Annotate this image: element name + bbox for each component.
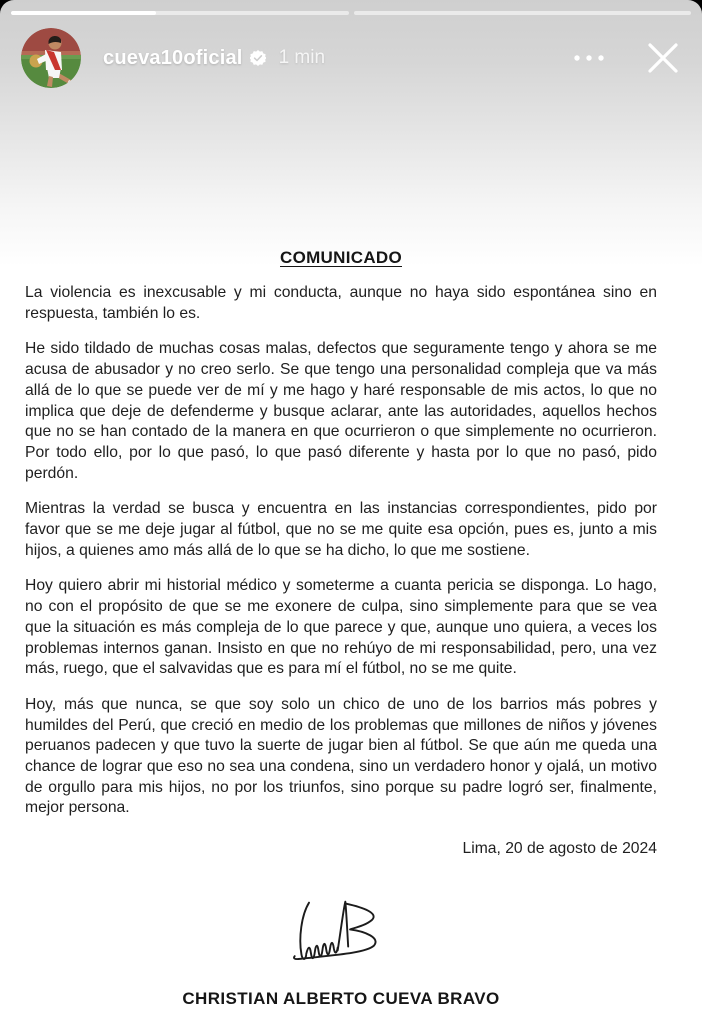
paragraph-5: Hoy, más que nunca, se que soy solo un chico de uno de los barrios más pobres y humildes del Perú, que creció en medio de los problemas que millones de niños y jóvenes peruanos padecen y que tuvo la suerte de jugar bien al fútbol. Se que aún me queda una chance de lograr que eso no sea una condena, sino un verdadero honor y ojalá, un motivo de orgullo para mis hijos, no por los triunfos, sino porque su padre logró ser, finalmente, mejor persona. <box>25 695 657 817</box>
progress-segment-next <box>354 11 692 15</box>
signed-name: CHRISTIAN ALBERTO CUEVA BRAVO <box>182 989 500 1009</box>
story-header <box>21 27 682 89</box>
signature <box>25 896 657 985</box>
progress-fill <box>11 11 156 15</box>
letter-document <box>25 248 657 1009</box>
progress-segment-current <box>11 11 349 15</box>
avatar[interactable] <box>21 28 81 88</box>
story-progress-bar <box>11 11 691 15</box>
paragraph-1: La violencia es inexcusable y mi conducta, aunque no haya sido espontánea sino en respuesta, también lo es. <box>25 284 657 322</box>
close-icon[interactable] <box>644 39 682 77</box>
avatar-image <box>21 28 81 88</box>
date-line: Lima, 20 de agosto de 2024 <box>462 840 657 858</box>
signature-icon <box>279 896 404 980</box>
verified-badge-icon <box>250 50 266 66</box>
more-options-icon[interactable] <box>572 52 606 64</box>
document-title: COMUNICADO <box>280 248 402 267</box>
story-timestamp: 1 min <box>278 47 326 68</box>
paragraph-2: He sido tildado de muchas cosas malas, defectos que seguramente tengo y ahora se me acusa de abusador y no creo serlo. Se que tengo una personalidad compleja que va más allá de lo que se puede ver de mí y me hago y haré responsable de mis actos, lo que no implica que deje de defenderme y busque aclarar, ante las autoridades, aquellos hechos que no se han contado de la manera en que ocurrieron o que simplemente no ocurrieron. Por todo ello, por lo que pasó, lo que pasó diferente y hasta por lo que no pasó, pido perdón. <box>25 340 657 482</box>
username[interactable]: cueva10oficial <box>103 46 243 69</box>
paragraph-3: Mientras la verdad se busca y encuentra en las instancias correspondientes, pido por favor que se me deje jugar al fútbol, que no se me quite esa opción, pues es, junto a mis hijos, a quienes amo más allá de lo que se ha dicho, lo que me sostiene. <box>25 500 657 559</box>
paragraph-4: Hoy quiero abrir mi historial médico y someterme a cuanta pericia se disponga. Lo hago, no con el propósito de que se me exonere de culpa, sino simplemente para que se vea que la situación es más compleja de lo que parece y que, aunque uno quiera, a veces los problemas internos ganan. Insisto en que no rehúyo de mi responsabilidad, pero, una vez más, ruego, que el salvavidas que es para mí el fútbol, no se me quite. <box>25 577 657 678</box>
